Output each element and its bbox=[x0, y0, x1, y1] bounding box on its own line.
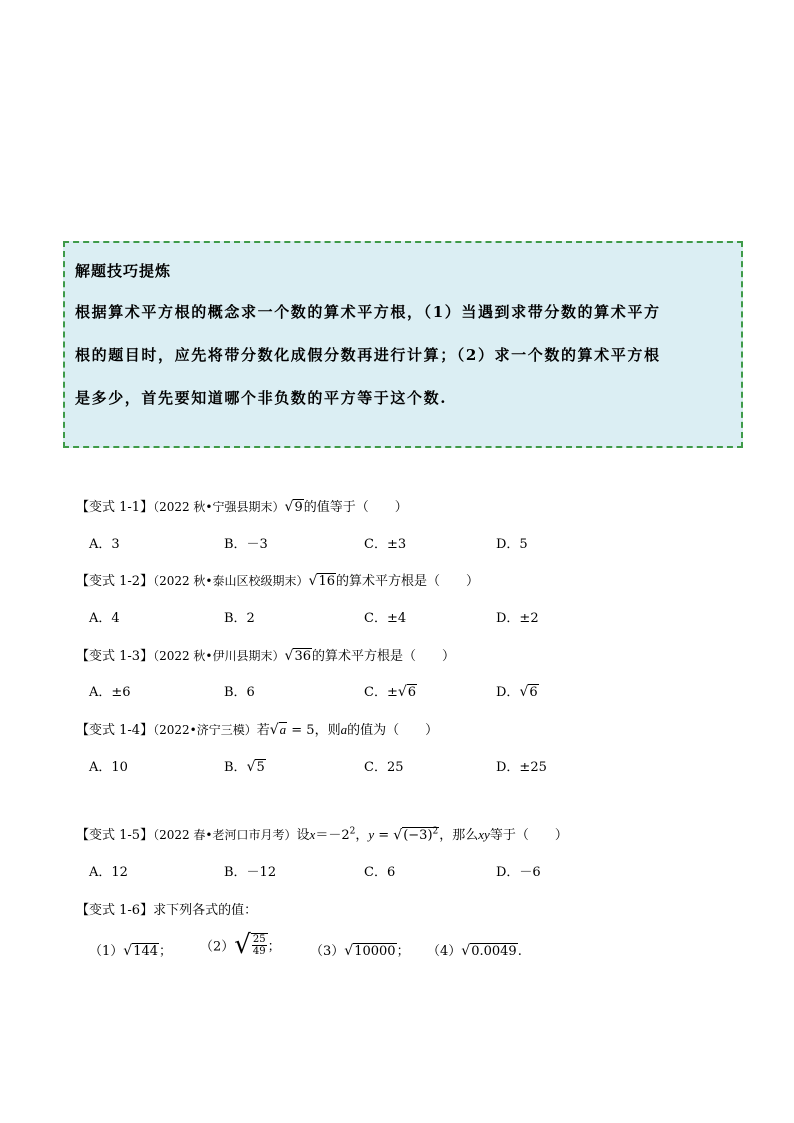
option-a: A．10 bbox=[89, 760, 128, 775]
question-text: 若 bbox=[256, 723, 270, 738]
variable: y bbox=[368, 827, 375, 842]
question-text: ＝－2 bbox=[315, 828, 350, 843]
option-d: D．5 bbox=[496, 537, 528, 552]
variable: xy bbox=[478, 827, 490, 842]
question-tag: 【变式 1-5】 bbox=[76, 828, 154, 843]
radical: √6 bbox=[519, 684, 538, 700]
option-c: C．6 bbox=[364, 865, 396, 880]
radical: √5 bbox=[246, 759, 265, 775]
question-text: = bbox=[374, 828, 394, 843]
option-a: A．4 bbox=[89, 611, 120, 626]
question-1-5 bbox=[76, 824, 568, 843]
question-text: ，那么 bbox=[439, 828, 479, 843]
question-1-2 bbox=[76, 570, 479, 589]
question-source: （2022 秋•宁强县期末） bbox=[153, 500, 285, 514]
question-source: （2022 秋•泰山区校级期末） bbox=[153, 574, 309, 588]
option-b: B．√5 bbox=[224, 759, 265, 775]
option-c: C．±3 bbox=[364, 537, 407, 552]
option-a: A．12 bbox=[89, 865, 128, 880]
radical: √10000 bbox=[344, 943, 396, 959]
radical: √36 bbox=[284, 648, 311, 664]
question-tag: 【变式 1-3】 bbox=[76, 649, 154, 664]
question-source: （2022•济宁三模） bbox=[153, 723, 257, 737]
question-text: ， bbox=[355, 828, 369, 843]
option-b: B．－12 bbox=[224, 865, 277, 880]
question-source: （2022 秋•伊川县期末） bbox=[153, 649, 285, 663]
question-source: （2022 春•老河口市月考） bbox=[153, 828, 297, 842]
option-c: C．25 bbox=[364, 760, 404, 775]
question-1-6 bbox=[76, 899, 257, 918]
question-text: 的算术平方根是（ ） bbox=[335, 574, 479, 589]
question-text: 求下列各式的值： bbox=[153, 903, 258, 918]
option-b: B．2 bbox=[224, 611, 255, 626]
question-text: 的值为（ ） bbox=[347, 723, 439, 738]
radical: √0.0049 bbox=[461, 943, 517, 959]
radical: √ $\frac{25}{49}$ bbox=[234, 930, 266, 960]
radical: √9 bbox=[284, 499, 303, 515]
option-a: A．3 bbox=[89, 537, 120, 552]
option-d: D．±2 bbox=[496, 611, 539, 626]
tip-title: 解题技巧提炼 bbox=[75, 262, 172, 280]
option-d: D．－6 bbox=[496, 865, 541, 880]
question-1-3 bbox=[76, 645, 455, 664]
radical: √144 bbox=[123, 943, 159, 959]
subitem-2: （2）√ $\frac{25}{49}$ ； bbox=[200, 930, 281, 960]
option-d: D．√6 bbox=[496, 684, 538, 700]
question-text: 的值等于（ ） bbox=[303, 500, 408, 515]
option-a: A．±6 bbox=[89, 685, 131, 700]
question-tag: 【变式 1-4】 bbox=[76, 723, 154, 738]
question-text: = 5，则 bbox=[287, 723, 341, 738]
subitem-4: （4）√0.0049. bbox=[427, 943, 522, 959]
option-c: C．±√6 bbox=[364, 684, 417, 700]
question-text: 设 bbox=[296, 828, 310, 843]
option-c: C．±4 bbox=[364, 611, 407, 626]
radical: √16 bbox=[308, 573, 335, 589]
radical: √a bbox=[269, 722, 287, 738]
option-b: B．－3 bbox=[224, 537, 268, 552]
question-1-4 bbox=[76, 719, 438, 738]
question-1-1 bbox=[76, 496, 408, 515]
question-text: 的算术平方根是（ ） bbox=[311, 649, 455, 664]
question-tag: 【变式 1-1】 bbox=[76, 500, 154, 515]
tip-line-3: 是多少，首先要知道哪个非负数的平方等于这个数. bbox=[75, 389, 448, 407]
option-b: B．6 bbox=[224, 685, 255, 700]
subitem-1: （1）√144； bbox=[89, 943, 173, 959]
tip-line-2: 根的题目时，应先将带分数化成假分数再进行计算；（2）求一个数的算术平方根 bbox=[75, 346, 661, 364]
question-tag: 【变式 1-2】 bbox=[76, 574, 154, 589]
tip-line-1: 根据算术平方根的概念求一个数的算术平方根，（1）当遇到求带分数的算术平方 bbox=[75, 303, 661, 321]
option-d: D．±25 bbox=[496, 760, 547, 775]
subitem-3: （3）√10000； bbox=[310, 943, 410, 959]
variable: a bbox=[340, 722, 348, 737]
radical: $√(-3)^2$ bbox=[393, 826, 439, 843]
tip-box bbox=[63, 241, 743, 448]
exponent: 2 bbox=[349, 826, 356, 837]
question-tag: 【变式 1-6】 bbox=[76, 903, 154, 918]
question-text: 等于（ ） bbox=[489, 828, 568, 843]
variable: x bbox=[309, 827, 316, 842]
radical: √6 bbox=[397, 684, 417, 700]
